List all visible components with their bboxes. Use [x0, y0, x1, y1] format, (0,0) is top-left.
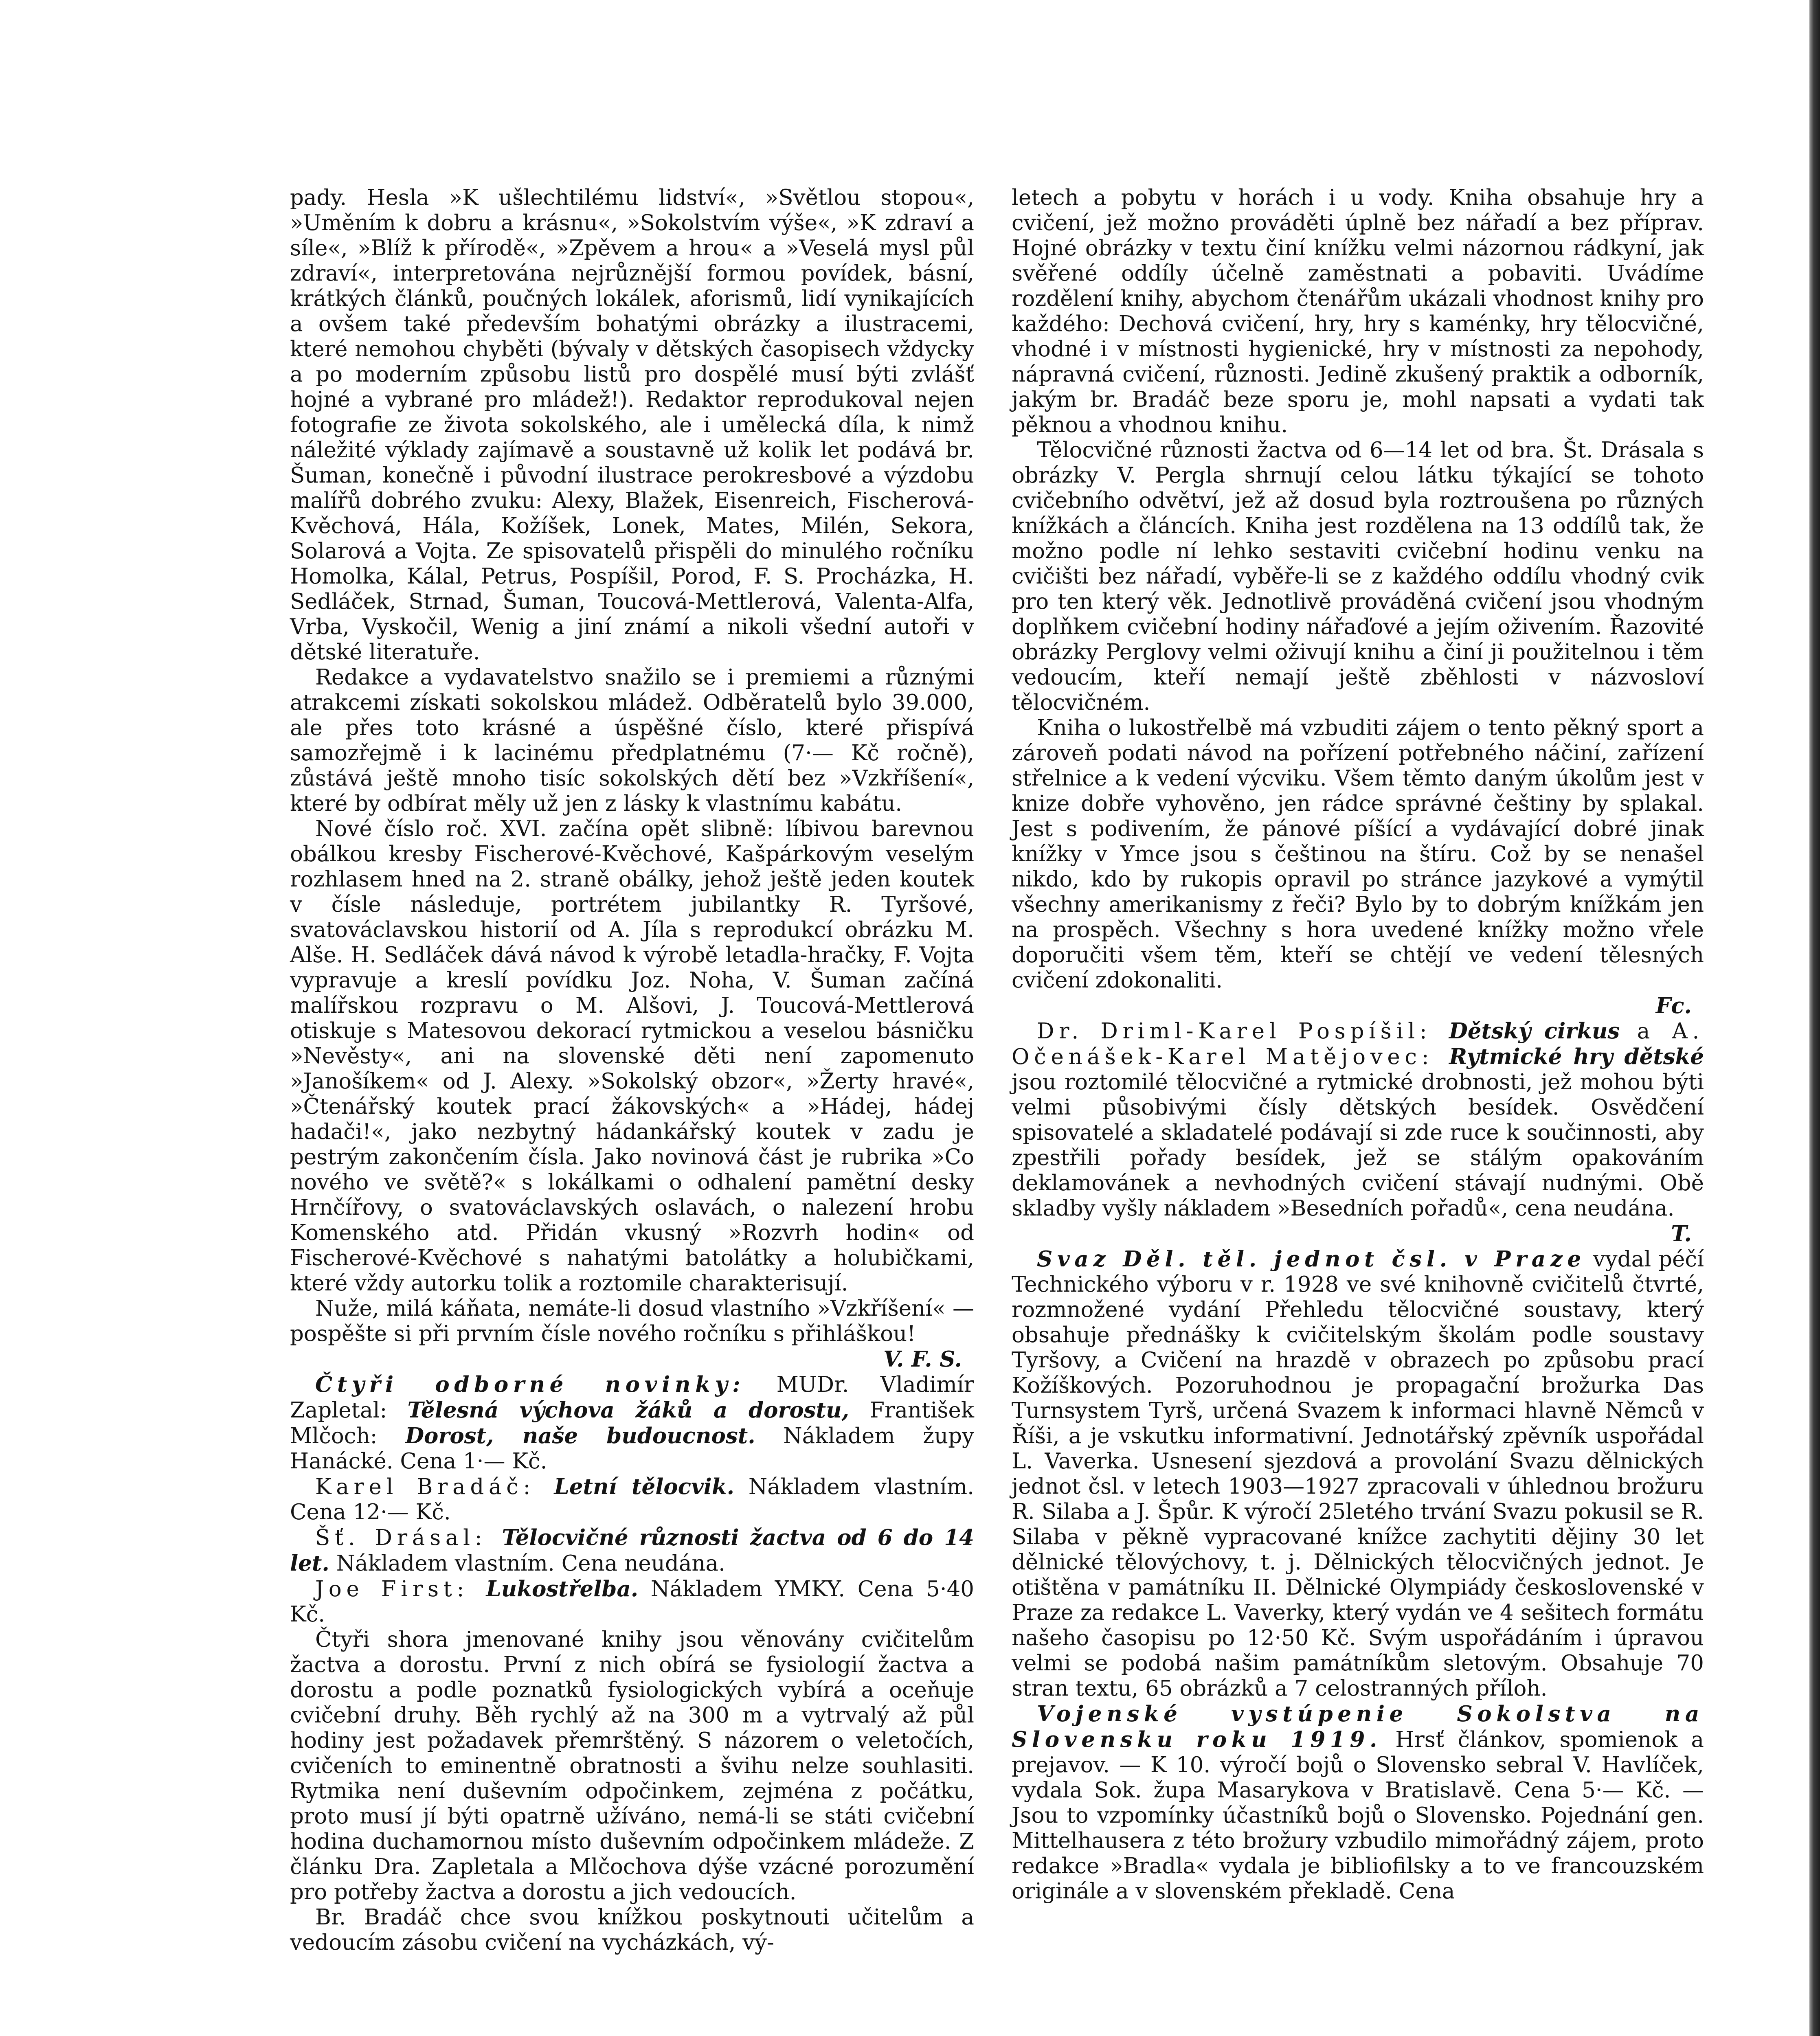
book-title: Tělesná výchova žáků a dorostu, — [407, 1398, 850, 1423]
organization-name: Svaz Děl. těl. jednot čsl. v Praze — [1037, 1246, 1586, 1272]
paragraph: Nové číslo roč. XVI. začína opět slibně: líbivou barevnou obálkou kresby Fischerové-Kvěchové, Kašpárkovým veselým rozhlasem hned na 2. straně obálky, jehož ještě jeden koutek v čísle následuje, portrétem jubilantky R. Tyršové, svatováclavskou historií od A. Jíla s reprodukcí obrázku M. Alše. H. Sedláček dává návod k výrobě letadla-hračky, F. Vojta vypravuje a kreslí povídku Joz. Noha, V. Šuman začíná malířskou rozpravu o M. Alšovi, J. Toucová-Mettlerová otiskuje s Matesovou dekorací rytmickou a veselou básničku »Nevěsty«, ani na slovenské děti není zapomenuto »Janošíkem« od J. Alexy. »Sokolský obzor«, »Žerty hravé«, »Čtenářský koutek prací žákovských« a »Hádej, hádej hadači!«, jako nezbytný hádankářský koutek v zadu je pestrým zakončením čísla. Jako novinová část je rubrika »Co nového ve světě?« s lokálkami o odhalení pamětní desky Hrnčířovy, o svatováclavských oslavách, o nalezení hrobu Komenského atd. Přidán vkusný »Rozvrh hodin« od Fischerové-Kvěchové s nahatými batolátky a holubičkami, které vždy autorku tolik a roztomile charakterisují. — [290, 816, 974, 1296]
author-name: Dr. Driml-Karel Pospíšil: — [1037, 1019, 1449, 1044]
paragraph-text: Kniha o lukostřelbě má vzbuditi zájem o tento pěkný sport a zároveň podati návod na pořízení potřebného náčiní, zařízení střelnice a k vedení výcviku. Všem těmto daným úkolům jest v knize dobře vyhověno, jen rádce správné češtiny by splakal. Jest s podivením, že pánové píšící a vydávající dobré jinak knížky v Ymce jsou s češtinou na štíru. Což by se nenašel nikdo, kdo by rukopis opravil po stránce jazykové a vymýtil všechny amerikanismy z řeči? Bylo by to dobrým knížkám jen na prospěch. Všechny s hora uvedené knížky možno vřele doporučiti všem těm, kteří se chtějí ve vedení tělesných cvičení zdokonaliti. — [1012, 715, 1704, 993]
author-name: MUDr. Vladimír Zapletal: — [290, 1372, 974, 1423]
signature: T. — [1671, 1221, 1692, 1246]
book-note — [290, 1525, 974, 1576]
paragraph: pady. Hesla »K ušlechtilému lidství«, »Světlou stopou«, »Uměním k dobru a krásnu«, »Sokolstvím výše«, »K zdraví a síle«, »Blíž k přírodě«, »Zpěvem a hrou« a »Veselá mysl půl zdraví«, interpretována nejrůznější formou povídek, básní, krátkých článků, poučných lokálek, aforismů, lidí vynikajících a ovšem také především bohatými obrázky a ilustracemi, které nemohou chyběti (bývaly v dětských časopisech vždycky a po moderním způsobu listů pro dospělé musí býti zvlášť hojné a vybrané pro mládež!). Redaktor reprodukoval nejen fotografie ze života sokolského, ale i umělecká díla, k nimž náležité výklady zajímavě a soustavně už kolik let podává br. Šuman, konečně i původní ilustrace perokresbové a výzdobu malířů dobrého zvuku: Alexy, Blažek, Eisenreich, Fischerová-Kvěchová, Hála, Kožíšek, Lonek, Mates, Milén, Sekora, Solarová a Vojta. Ze spisovatelů přispěli do minulého ročníku Homolka, Kálal, Petrus, Pospíšil, Porod, F. S. Procházka, H. Sedláček, Strnad, Šuman, Toucová-Mettlerová, Valenta-Alfa, Vrba, Vyskočil, Wenig a jiní známí a nikoli všední autoři v dětské literatuře. — [290, 185, 974, 665]
book-info: Nákladem YMKY. Cena 5·40 Kč. — [290, 1577, 975, 1627]
book-info: Nákladem župy Hanácké. Cena 1·— Kč. — [290, 1424, 975, 1474]
paragraph: letech a pobytu v horách i u vody. Kniha obsahuje hry a cvičení, jež možno prováděti úplně bez nářadí a bez příprav. Hojné obrázky v textu činí knížku velmi názornou rádkyní, jak svěřené oddíly účelně zaměstnati a pobaviti. Uvádíme rozdělení knihy, abychom čtenářům ukázali vhodnost knihy pro každého: Dechová cvičení, hry, hry s kaménky, hry tělocvičné, vhodné i v místnosti hygienické, hry v místnosti za nepohody, nápravná cvičení, různosti. Jedině zkušený praktik a odborník, jakým br. Bradáč beze sporu je, mohl napsati a vydati tak pěknou a vhodnou knihu. — [1012, 185, 1704, 437]
signature: V. F. S. — [883, 1347, 962, 1372]
book-title: Tělocvičné různosti žactva od 6 do 14 let. — [290, 1525, 974, 1576]
book-title: Rytmické hry dětské — [1449, 1044, 1704, 1069]
book-info: Nákladem vlastním. Cena 12·— Kč. — [290, 1474, 974, 1525]
book-title: Lukostřelba. — [486, 1576, 639, 1602]
author-name: Joe First: — [315, 1577, 486, 1602]
paragraph — [1012, 715, 1704, 1018]
book-note — [290, 1372, 974, 1474]
author-name: Šť. Drásal: — [315, 1525, 502, 1550]
book-note — [1012, 1701, 1704, 1904]
book-note — [1012, 1246, 1704, 1701]
section-heading: Čtyři odborné novinky: — [315, 1372, 745, 1397]
paragraph: Čtyři shora jmenované knihy jsou věnovány cvičitelům žactva a dorostu. První z nich obírá se fysiologií žactva a dorostu a podle poznatků fysiologických vybírá a oceňuje cvičební druhy. Běh rychlý až na 300 m a vytrvalý až půl hodiny jest požadavek přemrštěný. S názorem o veletočích, cvičeních to eminentně obratnosti a švihu nelze souhlasiti. Rytmika není duševním odpočinkem, zejména z počátku, proto musí jí býti opatrně užíváno, nemá-li se státi cvičební hodina duchamornou místo duševním odpočinkem mládeže. Z článku Dra. Zapletala a Mlčochova dýše vzácné porozumění pro potřeby žactva a dorostu a jich vedoucích. — [290, 1627, 974, 1904]
book-title: Letní tělocvik. — [554, 1474, 735, 1499]
paragraph-text: Nuže, milá káňata, nemáte-li dosud vlastního »Vzkříšení« — pospěšte si při prvním čísle nového ročníku s přihláškou! — [290, 1296, 974, 1346]
book-note — [290, 1474, 974, 1525]
paragraph: Tělocvičné různosti žactva od 6—14 let od bra. Št. Drásala s obrázky V. Pergla shrnují celou látku týkající se tohoto cvičebního odvětví, jež až dosud byla roztroušena po různých knížkách a článcích. Kniha jest rozdělena na 13 oddílů tak, že možno podle ní lehko sestaviti cvičební hodinu venku na cvičišti bez nářadí, vyběře-li se z každého oddílu vhodný cvik pro ten který věk. Jednotlivě prováděná cvičení jsou vhodným doplňkem cvičební hodiny nářaďové a jejím oživením. Řazovité obrázky Perglovy velmi oživují knihu a činí ji použitelnou i těm vedoucím, kteří nemají ještě zběhlosti v názvosloví tělocvičném. — [1012, 438, 1704, 715]
scan-edge-shadow — [1809, 0, 1820, 2036]
left-column — [290, 185, 974, 1955]
book-info: vydal péčí Technického výboru v r. 1928 ve své knihovně cvičitelů čtvrté, rozmnožené vydání Přehledu tělocvičné soustavy, který obsahuje přednášky k cvičitelským školám podle soustavy Tyršovy, a Cvičení na hrazdě v obrazech po způsobu prací Kožíškových. Pozoruhodnou je propagační brožurka Das Turnsystem Tyrš, určená Svazem k informaci hlavně Němců v Říši, a je vskutku informativní. Jednotářský zpěvník uspořádal L. Vaverka. Usnesení sjezdová a provolání Svazu dělnických jednot čsl. v letech 1903—1927 zpracovali v úhlednou brožuru R. Silaba a J. Špůr. K výročí 25letého trvání Svazu pokusil se R. Silaba v pěkně vypracované knížce zachytiti dějiny 30 let dělnické tělovýchovy, t. j. Dělnických tělocvičných jednot. Je otištěna v památníku II. Dělnické Olympiády československé v Praze za redakce L. Vaverky, který vydán ve 4 sešitech formátu našeho časopisu po 12·50 Kč. Svým uspořádáním i úpravou velmi se podobá našim památníkům sletovým. Obsahuje 70 stran textu, 65 obrázků a 7 celostranných příloh. — [1012, 1247, 1704, 1701]
book-note — [1012, 1018, 1704, 1246]
paragraph: Redakce a vydavatelstvo snažilo se i premiemi a různými atrakcemi získati sokolskou mládež. Odběratelů bylo 39.000, ale přes toto krásné a úspěšné číslo, které přispívá samozřejmě i k lacinému předplatnému (7·— Kč ročně), zůstává ještě mnoho tisíc sokolských dětí bez »Vzkříšení«, které by odbírat měly už jen z lásky k vlastnímu kabátu. — [290, 665, 974, 816]
book-title: Dorost, naše budoucnost. — [405, 1423, 755, 1448]
author-name: a A. Očenášek-Karel Matějovec: — [1012, 1019, 1704, 1069]
book-info: Hrsť článkov, spomienok a prejavov. — K 10. výročí bojů o Slovensko sebral V. Havlíček, vydala Sok. župa Masarykova v Bratislavě. Cena 5·— Kč. — Jsou to vzpomínky účastníků bojů o Slovensko. Pojednání gen. Mittelhausera z této brožury vzbudilo mimořádný zájem, proto redakce »Bradla« vydala je bibliofilsky a to ve francouzském originále a v slovenském překladě. Cena — [1012, 1727, 1704, 1904]
book-note — [290, 1576, 974, 1627]
book-info: Nákladem vlastním. Cena neudána. — [329, 1551, 725, 1576]
book-info: jsou roztomilé tělocvičné a rytmické drobnosti, jež mohou býti velmi působivými čísly dětských besídek. Osvědčení spisovatelé a skladatelé podávají si zde ruce k součinnosti, aby zpestřili pořady besídek, jež se stálým opakováním deklamovánek a nevhodných cvičení stávají nudnými. Obě skladby vyšly nákladem »Besedních pořadů«, cena neudána. — [1012, 1070, 1704, 1221]
signature: Fc. — [1655, 993, 1692, 1018]
author-name: František Mlčoch: — [290, 1398, 974, 1448]
paragraph: Br. Bradáč chce svou knížkou poskytnouti učitelům a vedoucím zásobu cvičení na vycházkách, vý- — [290, 1905, 974, 1955]
paragraph — [290, 1296, 974, 1372]
book-title: Dětský cirkus — [1449, 1018, 1620, 1044]
book-title: Vojenské vystúpenie Sokolstva na Slovensku roku 1919. — [1012, 1701, 1704, 1752]
right-column — [1012, 185, 1704, 1904]
author-name: Karel Bradáč: — [315, 1474, 554, 1499]
